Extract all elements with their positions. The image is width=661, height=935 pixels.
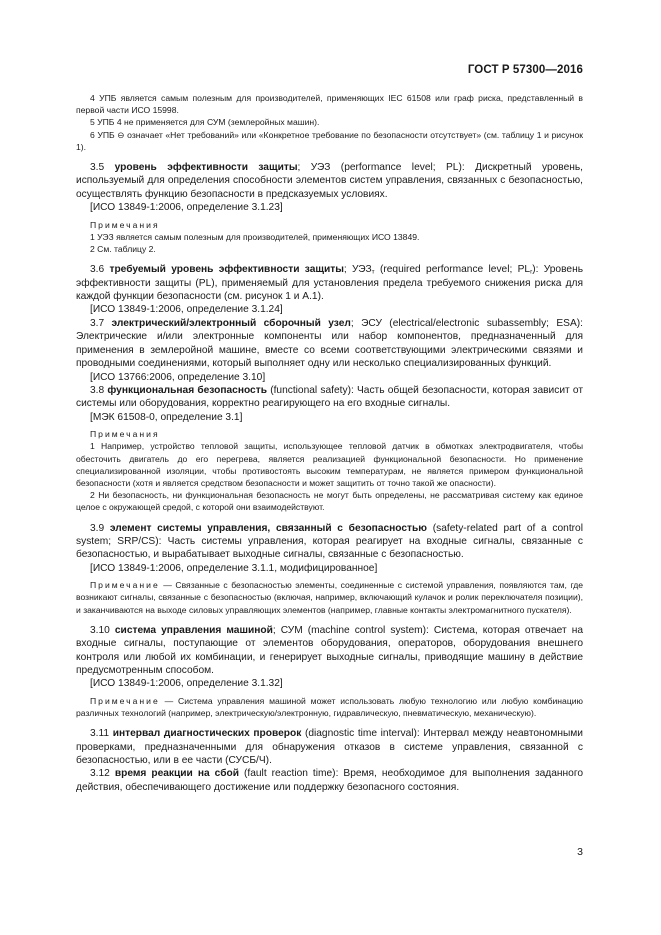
standard-header: ГОСТ Р 57300—2016 <box>467 64 583 76</box>
term: требуемый уровень эффективности защиты <box>109 264 344 276</box>
page-content <box>76 92 583 794</box>
note-3-8-2: 2 Ни безопасность, ни функциональная безопасность не могут быть определены, не рассматривая систему как единое целое с окружающей средой, с которой они взаимодействуют. <box>76 490 583 513</box>
definition-text: (fault reaction time): Время, необходимое для выполнения заданного действия, обеспечивающего достижение или поддержку безопасного состояния. <box>76 768 583 793</box>
term: уровень эффективности защиты <box>114 162 298 174</box>
definition-text: (functional safety): Часть общей безопасности, которая зависит от системы или оборудования, корректно реагирующего на его входные сигналы. <box>76 384 583 410</box>
note-3-5-1: 1 УЭЗ является самым полезным для производителей, применяющих ИСО 13849. <box>90 231 420 242</box>
reference-3-10: [ИСО 13849-1:2006, определение 3.1.32] <box>90 678 283 690</box>
term: система управления машиной <box>114 624 273 636</box>
clause-number: 3.6 <box>90 264 110 276</box>
subscript: т <box>371 268 375 276</box>
definition-text: ; СУМ (machine control system): Система, которая отвечает на входные сигналы, поступающие от элементов оборудования, операторов, оборудования внешнего контроля или любой их комбинации, и генерирует выходные сигналы, приводящие машину в действие предусмотренным способом. <box>76 624 583 676</box>
clause-number: 3.5 <box>90 162 115 174</box>
reference-3-8: [МЭК 61508-0, определение 3.1] <box>90 411 243 423</box>
note-top-5: 5 УПБ 4 не применяется для СУМ (землеройных машин). <box>90 117 320 128</box>
note-3-5-2: 2 См. таблицу 2. <box>90 244 156 255</box>
clause-number: 3.11 <box>90 728 113 740</box>
note-label: Примечание <box>90 695 160 706</box>
definition-3-9 <box>76 522 583 562</box>
note-text: — Система управления машиной может использовать любую технологию или любую комбинацию различных технологий (например, электрическую/электронную, гидравлическую, пневматическую, механическую). <box>76 695 583 719</box>
note-3-10 <box>76 695 583 719</box>
definition-3-7 <box>76 317 583 371</box>
definition-3-11 <box>76 727 583 767</box>
notes-title-3-8: Примечания <box>90 429 160 440</box>
note-3-9 <box>76 579 583 616</box>
definition-3-8 <box>76 384 583 411</box>
subscript: r <box>530 268 533 276</box>
definition-text: (safety-related part of a control system; SRP/CS): Часть системы управления, которая реагирует на входные сигналы, связанные с безопасностью, и вырабатывает выходные сигналы, связанные с безопасностью. <box>76 522 583 561</box>
definition-3-5 <box>76 161 583 201</box>
definition-text: ): Уровень эффективности защиты (PL), применяемый для установления предела требуемого снижения риска для каждой функции безопасности (см. рисунок 1 и А.1). <box>76 264 583 303</box>
note-label: Примечание <box>90 580 160 591</box>
definition-3-10 <box>76 624 583 678</box>
note-3-8-1: 1 Например, устройство тепловой защиты, использующее тепловой датчик в обмотках электродвигателя, чтобы обесточить двигатель до его перегрева, является реализацией функциональной безопасности. Но применение специализированной изоляции, чтобы противостоять высоким температурам, не является примером функциональной безопасности (хотя и является средством безопасности и может защитить от точно такой же опасности). <box>76 441 583 488</box>
note-top-4: 4 УПБ является самым полезным для производителей, применяющих IEC 61508 или граф риска, представленный в первой части ИСО 15998. <box>76 93 583 116</box>
reference-3-6: [ИСО 13849-1:2006, определение 3.1.24] <box>90 304 283 316</box>
clause-number: 3.12 <box>90 768 115 780</box>
reference-3-9: [ИСО 13849-1:2006, определение 3.1.1, модифицированное] <box>90 562 378 574</box>
note-text: — Связанные с безопасностью элементы, соединенные с системой управления, появляются там, где возникают сигналы, связанные с безопасностью (включая, например, включающий кулачок и ролик переключателя позиции), и заканчиваются на выходе силовых управляющих элементов (например, главные контакты электромагнитного пускателя). <box>76 580 583 615</box>
note-top-6: 6 УПБ ⊖ означает «Нет требований» или «Конкретное требование по безопасности отсутствует» (см. таблицу 1 и рисунок 1). <box>76 129 583 152</box>
clause-number: 3.9 <box>90 522 110 534</box>
clause-number: 3.10 <box>90 624 115 636</box>
definition-text: (required performance level; PL <box>374 264 531 276</box>
term: время реакции на сбой <box>114 768 239 780</box>
term: функциональная безопасность <box>107 384 267 396</box>
definition-text: ; УЭЗ <box>343 264 372 276</box>
clause-number: 3.8 <box>90 384 108 396</box>
reference-3-5: [ИСО 13849-1:2006, определение 3.1.23] <box>90 202 283 214</box>
term: электрический/электронный сборочный узел <box>111 317 351 329</box>
definition-3-12 <box>76 767 583 794</box>
reference-3-7: [ИСО 13766:2006, определение 3.10] <box>90 371 266 383</box>
notes-title-3-5: Примечания <box>90 219 160 230</box>
page-number: 3 <box>577 846 583 858</box>
definition-text: ; УЭЗ (performance level; PL): Дискретный уровень, используемый для определения способности элементов систем управления, связанных с безопасностью, осуществлять функцию безопасности в предсказуемых условиях. <box>76 162 584 200</box>
clause-number: 3.7 <box>90 317 112 329</box>
definition-text: (diagnostic time interval): Интервал между неавтономными проверками, предназначенными для обнаружения отказов в системе управления, связанной с безопасностью, или в ее части (СУСБ/Ч). <box>76 728 583 767</box>
definition-3-6 <box>76 263 583 303</box>
term: интервал диагностических проверок <box>112 728 302 740</box>
definition-text: ; ЭСУ (electrical/electronic subassembly; ESA): Электрические и/или электронные компоненты или набор компонентов, предназначенный для применения в землеройной машине, вместе со всеми соответствующими электрическими связями и проводными соединениями, который выполняет одну или несколько специализированных функций. <box>76 317 583 370</box>
term: элемент системы управления, связанный с безопасностью <box>109 522 428 534</box>
